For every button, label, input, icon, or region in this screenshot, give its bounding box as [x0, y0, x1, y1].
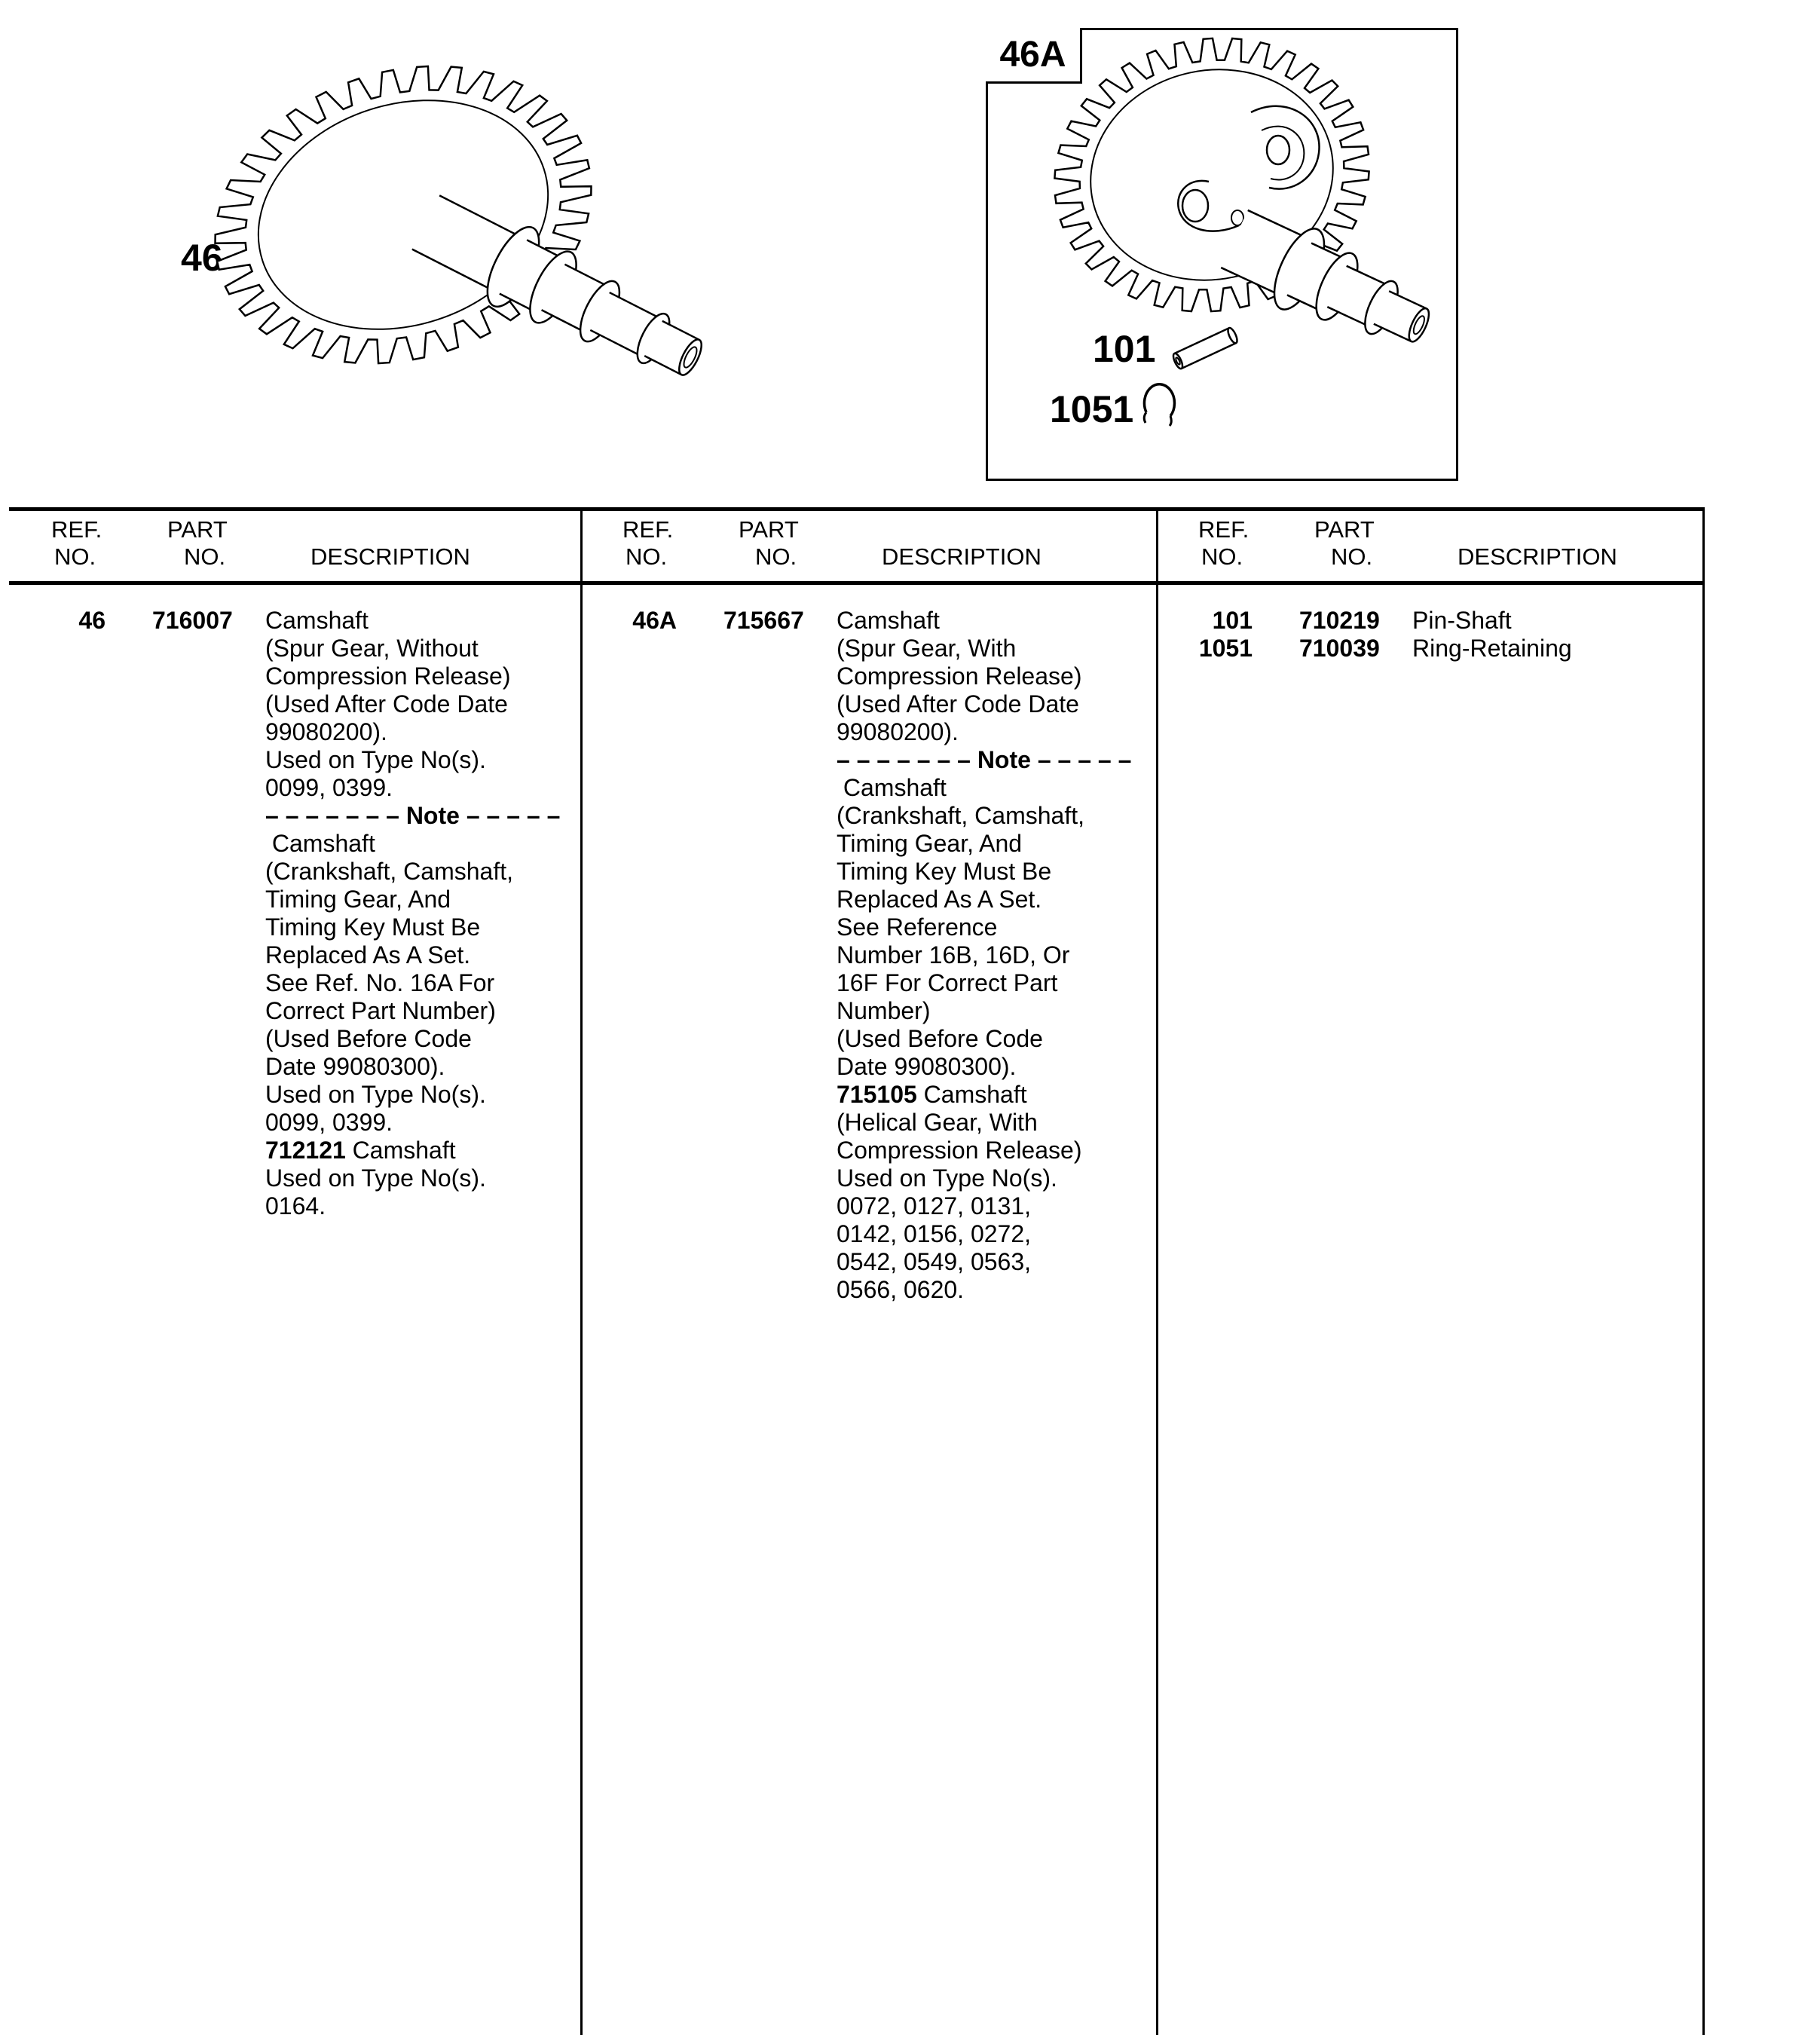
part-no: 716007: [152, 607, 233, 634]
table-header-col1: [9, 507, 580, 581]
description: Ring-Retaining: [1412, 635, 1572, 662]
ref-no: 1051: [1198, 635, 1253, 662]
part-no: 710219: [1299, 607, 1380, 634]
part-no: 715667: [723, 607, 804, 634]
figure-46a-label-box: [986, 28, 1082, 84]
pin-label: 101: [1093, 328, 1156, 370]
ref-no: 46A: [632, 607, 677, 634]
retaining-ring-label: 1051: [1050, 388, 1134, 430]
table-header-col3: [1156, 507, 1702, 581]
header-description: DESCRIPTION: [882, 543, 1042, 570]
parts-column-2: [580, 607, 1156, 1304]
table-row: [9, 607, 580, 1220]
header-ref-no: NO.: [54, 543, 96, 570]
header-ref-no: NO.: [626, 543, 668, 570]
header-description: DESCRIPTION: [310, 543, 470, 570]
ref-no: 46: [78, 607, 106, 634]
header-part-no: NO.: [184, 543, 226, 570]
retaining-ring-illustration: [1144, 384, 1174, 426]
part-no: 710039: [1299, 635, 1380, 662]
header-part-no: NO.: [1331, 543, 1373, 570]
header-ref: REF.: [1198, 516, 1250, 543]
description: Pin-Shaft: [1412, 607, 1512, 634]
header-part: PART: [167, 516, 228, 543]
parts-column-3: [1156, 607, 1702, 663]
figure-46a-label: 46A: [999, 35, 1066, 75]
table-row: [580, 607, 1156, 1304]
header-part-no: NO.: [755, 543, 797, 570]
header-ref: REF.: [622, 516, 674, 543]
header-ref-no: NO.: [1201, 543, 1243, 570]
header-description: DESCRIPTION: [1458, 543, 1617, 570]
table-right-border: [1702, 507, 1705, 2035]
description: Camshaft (Spur Gear, Without Compression Release) (Used After Code Date 99080200). Used on Type No(s). 0099, 0399. – – – – – – – Note – – – – – Camshaft (Crankshaft, Camshaft, Timing Gear, And Timing Key Must Be Replaced As A Set. See Ref. No. 16A For Correct Part Number) (Used Before Code Date 99080300). Used on Type No(s). 0099, 0399. 712121 Camshaft Used on Type No(s). 0164.: [265, 607, 561, 1219]
table-header-divider: [9, 581, 1705, 585]
parts-column-1: [9, 607, 580, 1220]
figure-46-label: 46: [181, 237, 223, 279]
ref-no: 101: [1212, 607, 1253, 634]
header-ref: REF.: [51, 516, 102, 543]
description: Camshaft (Spur Gear, With Compression Release) (Used After Code Date 99080200). – – – – – – – Note – – – – – Camshaft (Crankshaft, Camshaft, Timing Gear, And Timing Key Must Be Replaced As A Set. See Reference Number 16B, 16D, Or 16F For Correct Part Number) (Used Before Code Date 99080300). 715105 Camshaft (Helical Gear, With Compression Release) Used on Type No(s). 0072, 0127, 0131, 0142, 0156, 0272, 0542, 0549, 0563, 0566, 0620.: [837, 607, 1132, 1303]
camshaft-figure-46: [170, 60, 712, 377]
header-part: PART: [739, 516, 799, 543]
table-header-col2: [580, 507, 1156, 581]
table-row: [1156, 607, 1702, 635]
table-row: [1156, 635, 1702, 663]
column-divider-2: [1156, 507, 1158, 2035]
header-part: PART: [1314, 516, 1375, 543]
pin-illustration: [1172, 326, 1239, 369]
